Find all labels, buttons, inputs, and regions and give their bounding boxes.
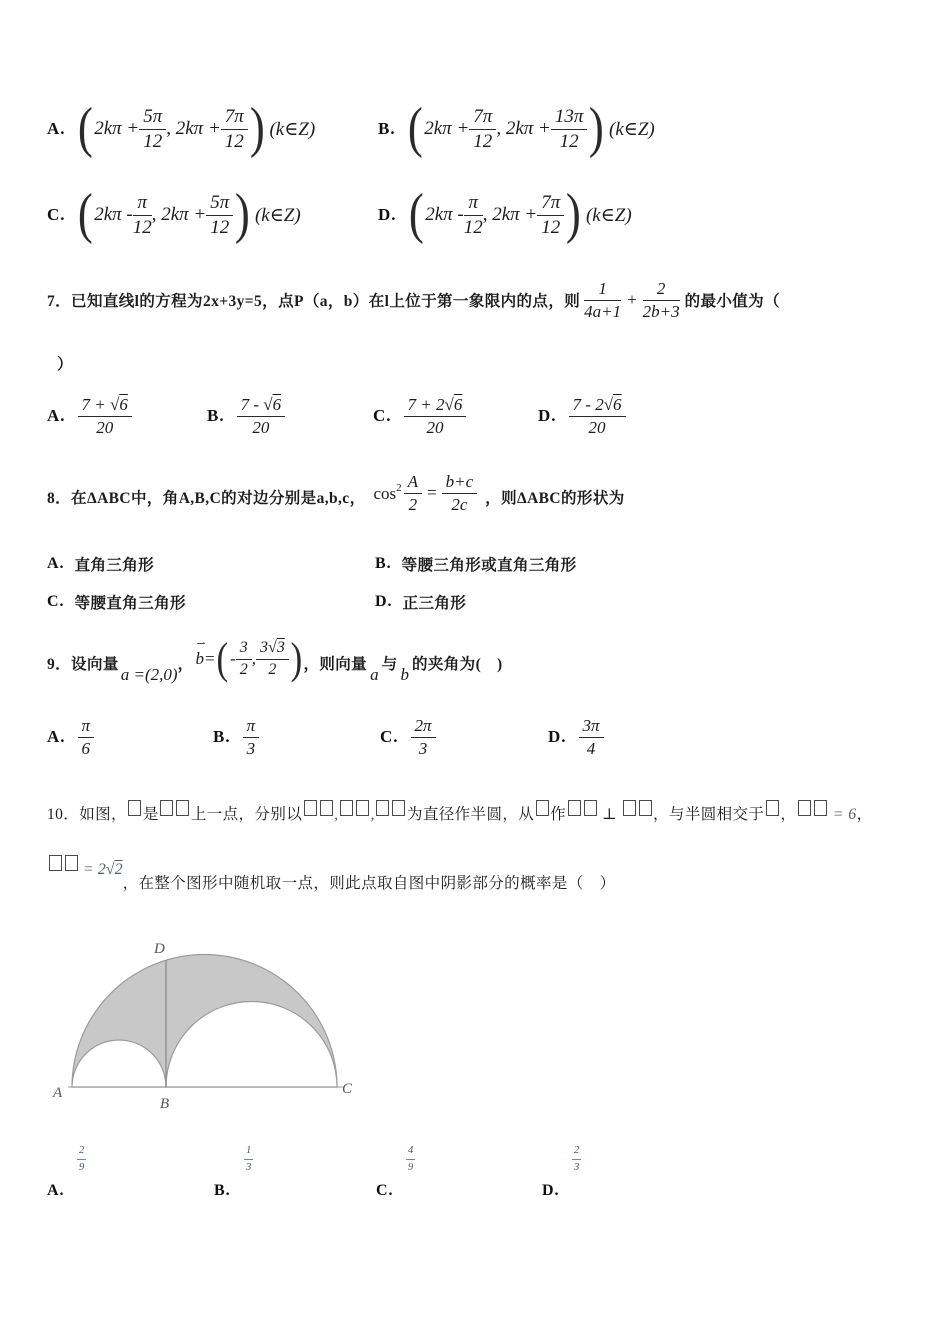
q10-text: 作 <box>550 806 567 823</box>
vector-b-symbol: b <box>400 665 409 684</box>
equals-sign: = <box>427 483 437 502</box>
missing-glyph-box <box>65 855 78 871</box>
option-label: C. <box>376 1181 394 1199</box>
q7-text-tail: 的最小值为（ <box>684 293 780 310</box>
missing-glyph-box <box>584 800 597 816</box>
equals-sign: = <box>203 649 216 668</box>
option-text: 等腰三角形或直角三角形 <box>401 557 577 574</box>
fraction: $\frac{3√3}{2}$ <box>256 639 289 679</box>
q8-option-c <box>47 591 186 613</box>
option-label: B. <box>378 119 396 138</box>
q10-text: 上一点，分别以 <box>190 806 303 823</box>
k-in-z: (k∈Z) <box>609 118 655 140</box>
option-label: D. <box>378 205 397 224</box>
fraction: $\frac{1}{4a+1}$ <box>584 278 622 321</box>
fraction: $\frac{7\pi}{12}$ <box>221 106 248 153</box>
plus-sign: + <box>626 290 638 309</box>
fraction: $\frac{7 - √6}{20}$ <box>237 395 286 437</box>
fraction: $\frac{2\pi}{3}$ <box>411 716 436 758</box>
fraction: $\frac{5\pi}{12}$ <box>206 192 233 239</box>
k-in-z: (k∈Z) <box>585 204 632 226</box>
fraction: $\frac{4}{9}$ <box>408 1145 414 1173</box>
q7-close-paren: ） <box>57 356 73 373</box>
fraction: $\frac{2}{9}$ <box>79 1145 85 1173</box>
q9-option-b <box>213 712 259 762</box>
open-paren: ( <box>77 97 93 160</box>
missing-glyph-box <box>376 800 389 816</box>
interval-left: 2kπ - <box>425 204 464 225</box>
q10-text: 是 <box>142 806 159 823</box>
fraction: $\frac{A}{2}$ <box>404 472 422 514</box>
q9-option-d <box>548 712 604 762</box>
interval-mid: , 2kπ + <box>151 204 207 225</box>
missing-glyph-box <box>49 855 62 871</box>
missing-glyph-box <box>814 800 827 816</box>
fraction: $\frac{7 + 2√6}{20}$ <box>404 395 467 437</box>
vector-b-definition <box>195 634 303 684</box>
interval-option-c <box>47 178 301 252</box>
q10-option-a <box>47 1140 86 1200</box>
close-paren: ) <box>290 634 303 684</box>
fraction: $\frac{\pi}{12}$ <box>132 191 152 238</box>
option-label: C. <box>47 205 66 224</box>
vector-b-symbol: ⇀ b <box>195 638 206 668</box>
option-label: B. <box>214 1181 231 1199</box>
close-paren: ) <box>235 183 251 246</box>
interval-option-b <box>378 92 655 166</box>
q9-option-a <box>47 712 94 762</box>
comma: ， <box>177 656 194 673</box>
fraction: $\frac{7\pi}{12}$ <box>537 192 564 239</box>
missing-glyph-box <box>304 800 317 816</box>
comma: , <box>370 806 375 823</box>
q10-option-d <box>542 1140 581 1200</box>
radical-sign: √ <box>444 394 454 414</box>
missing-glyph-box <box>356 800 369 816</box>
figure-label-a: A <box>53 1085 63 1101</box>
figure-label-c: C <box>342 1081 353 1097</box>
radical-sign: √ <box>603 394 614 414</box>
fraction: $\frac{\pi}{12}$ <box>463 191 483 238</box>
k-in-z: (k∈Z) <box>254 204 301 226</box>
close-paren: ) <box>249 97 265 160</box>
missing-glyph-box <box>568 800 581 816</box>
comma: , <box>334 806 339 823</box>
q10-text: ，与半圆相交于 <box>653 806 765 823</box>
missing-glyph-box <box>392 800 405 816</box>
comma: ， <box>856 806 873 823</box>
option-label: B. <box>213 727 231 746</box>
option-label: A. <box>47 406 66 425</box>
interval-left: 2kπ + <box>94 118 140 139</box>
comma: , <box>251 649 257 668</box>
option-label: D. <box>542 1181 560 1199</box>
option-label: D. <box>538 406 557 425</box>
fraction: $\frac{b+c}{2c}$ <box>442 472 478 514</box>
q9-text: 9．设向量 <box>47 656 119 673</box>
fraction: $\frac{2}{2b+3}$ <box>642 278 680 321</box>
fraction: $\frac{2}{3}$ <box>574 1145 580 1173</box>
vector-arrow-icon: ⇀ <box>196 638 206 650</box>
missing-glyph-box <box>176 800 189 816</box>
option-label: D. <box>548 727 567 746</box>
option-label: C. <box>373 406 392 425</box>
radical-sign: √ <box>263 394 273 414</box>
q10-text: 为直径作半圆，从 <box>406 806 535 823</box>
q8-option-b <box>375 553 577 575</box>
close-paren: ) <box>566 183 582 246</box>
figure-label-d: D <box>154 941 165 957</box>
missing-glyph-box <box>798 800 811 816</box>
q9-option-c <box>380 712 436 762</box>
open-paren: ( <box>216 634 229 684</box>
q10-option-b <box>214 1140 253 1200</box>
option-text: D. <box>375 593 393 610</box>
fraction: $\frac{7 - 2√6}{20}$ <box>569 395 626 437</box>
interval-mid: , 2kπ + <box>482 204 538 225</box>
option-text: 直角三角形 <box>74 557 155 574</box>
option-label: A. <box>47 555 65 572</box>
option-label: C. <box>47 593 65 610</box>
q8-text-tail: ，则ΔABC的形状为 <box>485 490 625 507</box>
option-label: C. <box>380 727 399 746</box>
missing-glyph-box <box>623 800 636 816</box>
question-7-stem <box>47 268 780 332</box>
q7-option-c <box>373 388 466 444</box>
fraction: $\frac{5\pi}{12}$ <box>139 106 166 153</box>
q10-text: ，在整个图形中随机取一点，则此点取自图中阴影部分的概率是（ ） <box>122 875 616 892</box>
option-label: A. <box>47 1181 65 1199</box>
interval-mid: , 2kπ + <box>166 118 221 139</box>
open-paren: ( <box>408 183 424 246</box>
q7-text: 7．已知直线l的方程为2x+3y=5，点P（a，b）在l上位于第一象限内的点，则 <box>47 293 581 310</box>
minus-sign: - <box>230 649 236 668</box>
option-label: A. <box>47 727 66 746</box>
fraction: $\frac{7 + √6}{20}$ <box>78 395 132 437</box>
option-label: B. <box>207 406 225 425</box>
perpendicular-sign: ⊥ <box>602 806 618 823</box>
interval-option-a <box>47 92 315 166</box>
interval-option-d <box>378 178 632 252</box>
figure-label-b: B <box>160 1096 170 1112</box>
missing-glyph-box <box>536 800 549 816</box>
q8-text: 8．在ΔABC中，角A,B,C的对边分别是a,b,c， <box>47 490 366 507</box>
question-9-stem <box>47 624 503 702</box>
open-paren: ( <box>77 183 93 246</box>
missing-glyph-box <box>320 800 333 816</box>
comma: ， <box>780 806 797 823</box>
missing-glyph-box <box>160 800 173 816</box>
question-10-line1 <box>47 800 873 824</box>
interval-left: 2kπ - <box>94 204 133 225</box>
fraction: $\frac{7\pi}{12}$ <box>469 106 496 153</box>
equation-ab-2sqrt2: = 2√2 <box>47 861 123 878</box>
vector-a-symbol: a <box>370 665 379 684</box>
question-10-line2 <box>47 855 616 892</box>
q8-option-d <box>375 591 466 613</box>
radical-sign: √ <box>268 639 277 657</box>
missing-glyph-box <box>639 800 652 816</box>
k-in-z: (k∈Z) <box>269 118 316 140</box>
q9-text-tail: 的夹角为( ) <box>411 656 503 673</box>
option-text: 等腰直角三角形 <box>74 595 186 612</box>
close-paren: ) <box>589 97 605 160</box>
option-label: B. <box>375 555 392 572</box>
fraction: $\frac{\pi}{6}$ <box>78 716 95 758</box>
q9-text-mid: ，则向量 <box>303 656 368 673</box>
q8-option-a <box>47 553 154 575</box>
open-paren: ( <box>407 97 423 160</box>
q10-text: 10．如图， <box>47 806 127 823</box>
q7-option-a <box>47 388 132 444</box>
missing-glyph-box <box>340 800 353 816</box>
missing-glyph-box <box>766 800 779 816</box>
q9-text-with: 与 <box>381 656 398 673</box>
fraction: $\frac{13\pi}{12}$ <box>551 106 588 153</box>
equation-bd-6: = 6 <box>828 806 857 823</box>
interval-left: 2kπ + <box>424 118 470 139</box>
option-label: A. <box>47 119 66 138</box>
fraction: $\frac{3}{2}$ <box>236 639 252 679</box>
cos-function: $\cos^2$ <box>373 482 402 503</box>
fraction: $\frac{1}{3}$ <box>246 1145 252 1173</box>
fraction: $\frac{3\pi}{4}$ <box>579 716 604 758</box>
option-text: 正三角形 <box>402 595 467 612</box>
missing-glyph-box <box>128 800 141 816</box>
radical-sign: √ <box>105 861 115 878</box>
question-8-stem <box>47 466 625 528</box>
q10-option-c <box>376 1140 415 1200</box>
vector-a-definition: a =(2,0) <box>120 665 178 684</box>
arbelos-figure <box>50 936 360 1121</box>
radical-sign: √ <box>110 394 120 414</box>
interval-mid: , 2kπ + <box>496 118 551 139</box>
q7-option-d <box>538 388 626 444</box>
fraction: $\frac{\pi}{3}$ <box>243 716 260 758</box>
q7-option-b <box>207 388 285 444</box>
